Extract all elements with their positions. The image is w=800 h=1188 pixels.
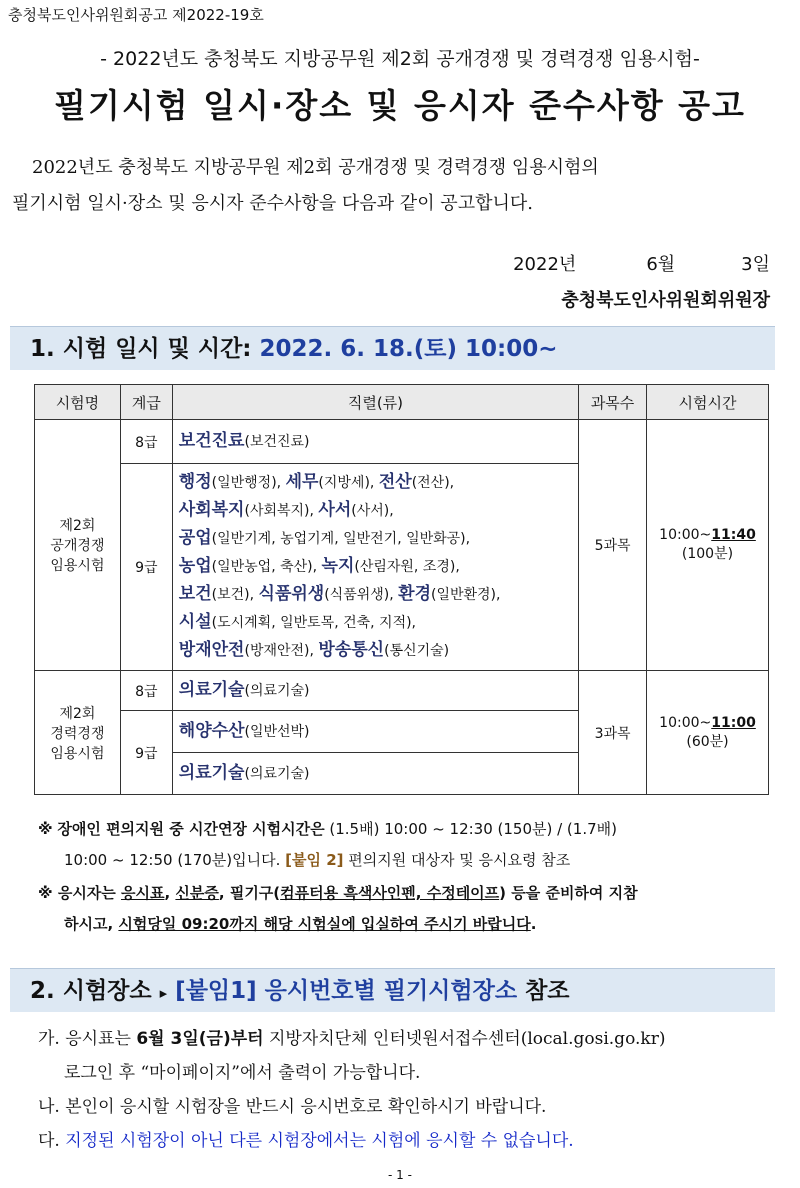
job-detail: (일반환경), — [431, 587, 501, 603]
section-1-label: 1. 시험 일시 및 시간: — [30, 336, 260, 362]
header-subject-count: 과목수 — [579, 385, 647, 420]
job-name: 의료기술 — [178, 762, 245, 783]
job-name: 방재안전 — [178, 640, 245, 660]
job-series-line — [179, 497, 574, 525]
job-name: 해양수산 — [178, 720, 245, 741]
job-detail: (일반기계, 농업기계, 일반전기, 일반화공), — [211, 531, 471, 547]
section-2-heading — [10, 968, 775, 1012]
list-item — [38, 1090, 778, 1124]
job-series-line — [179, 525, 574, 553]
header-exam-name: 시험명 — [35, 385, 121, 420]
grade-cell: 9급 — [120, 464, 172, 671]
exam-name-line: 임용시험 — [50, 558, 105, 574]
note-text: , 필기구( — [218, 884, 281, 902]
job-name: 보건진료 — [178, 430, 245, 451]
list-text: 본인이 응시할 시험장을 반드시 응시번호로 확인하시기 바랍니다. — [59, 1097, 547, 1117]
date-year: 2022년 — [513, 254, 577, 275]
exam-time-cell — [647, 420, 769, 671]
job-name: 방송통신 — [318, 640, 385, 660]
note-requirements — [38, 878, 773, 940]
document-subtitle: - 2022년도 충청북도 지방공무원 제2회 공개경쟁 및 경력경쟁 임용시험- — [100, 48, 700, 70]
job-name: 녹지 — [321, 556, 355, 576]
job-detail: (보건진료) — [244, 433, 310, 450]
note-mark: ※ — [38, 884, 53, 902]
list-text-highlight: 지정된 시험장이 아닌 다른 시험장에서는 시험에 응시할 수 없습니다. — [59, 1131, 574, 1151]
job-detail: (사서), — [351, 503, 394, 519]
job-detail: (일반선박) — [244, 723, 310, 740]
exam-name-line: 공개경쟁 — [50, 538, 105, 554]
section-2-label: 2. 시험장소 — [30, 978, 160, 1004]
announcement-date — [513, 250, 770, 276]
table-row — [35, 420, 769, 464]
job-name: 식품위생 — [258, 584, 325, 604]
job-name: 보건 — [178, 584, 212, 604]
job-series-line — [179, 469, 574, 497]
subject-count-cell: 3과목 — [579, 671, 647, 795]
exam-name-line: 임용시험 — [50, 745, 105, 762]
note-mark: ※ — [38, 820, 53, 838]
job-detail: (지방세), — [318, 475, 379, 491]
list-item-cont: 로그인 후 “마이페이지”에서 출력이 가능합니다. — [64, 1063, 421, 1083]
job-name: 농업 — [178, 556, 212, 576]
exam-name-cell — [35, 671, 121, 795]
note-underline: 시험당일 09:20까지 해당 시험실에 입실하여 주시기 바랍니다 — [118, 915, 531, 933]
job-detail: (도시계획, 일반토목, 건축, 지적), — [211, 615, 417, 631]
job-series-line — [179, 637, 574, 665]
attachment-link: [붙임1] 응시번호별 필기시험장소 — [167, 978, 518, 1004]
note-text: ) 등을 준비하여 지참 — [499, 884, 638, 902]
job-series-line — [179, 609, 574, 637]
list-marker: 가. — [38, 1029, 60, 1049]
subject-count-cell: 5과목 — [579, 420, 647, 671]
time-end: 11:00 — [711, 714, 756, 731]
grade-cell: 8급 — [120, 671, 172, 711]
time-start: 10:00~ — [659, 714, 712, 731]
notice-number: 충청북도인사위원회공고 제2022-19호 — [8, 6, 264, 24]
job-detail: (방재안전), — [244, 643, 319, 659]
document-title: 필기시험 일시·장소 및 응시자 준수사항 공고 — [54, 86, 746, 125]
arrow-icon: ▸ — [159, 984, 168, 1002]
note-underline: 컴퓨터용 흑색사인펜, 수정테이프 — [280, 884, 500, 902]
job-name: 세무 — [285, 472, 319, 492]
list-text: 응시표는 — [59, 1029, 137, 1049]
job-name: 사회복지 — [178, 500, 245, 520]
job-name: 사서 — [318, 500, 352, 520]
exam-schedule-table — [34, 384, 769, 795]
job-name: 의료기술 — [178, 679, 245, 700]
note-text: . — [530, 915, 537, 933]
list-marker: 다. — [38, 1131, 60, 1151]
time-start: 10:00~ — [659, 527, 712, 543]
job-detail: (의료기술) — [244, 765, 310, 782]
note-text: 10:00 ~ 12:50 (170분)입니다. — [64, 851, 286, 869]
job-series-cell — [172, 753, 578, 795]
job-detail: (산림자원, 조경), — [354, 559, 460, 575]
job-name: 행정 — [178, 472, 212, 492]
page-number: - 1 - — [388, 1168, 412, 1182]
note-accommodation — [38, 814, 773, 876]
note-text: 편의지원 대상자 및 응시요령 참조 — [343, 851, 571, 869]
date-day: 3일 — [741, 254, 770, 275]
job-detail: (일반행정), — [211, 475, 286, 491]
header-job-series: 직렬(류) — [172, 385, 578, 420]
exam-datetime: 2022. 6. 18.(토) 10:00~ — [259, 336, 558, 362]
time-duration: (100분) — [681, 546, 734, 562]
exam-name-line: 제2회 — [59, 705, 96, 722]
header-exam-time: 시험시간 — [647, 385, 769, 420]
grade-cell: 8급 — [120, 420, 172, 464]
time-end: 11:40 — [711, 527, 756, 543]
intro-line-2: 필기시험 일시·장소 및 응시자 준수사항을 다음과 같이 공고합니다. — [12, 193, 533, 214]
job-series-cell — [172, 420, 578, 464]
note-text: , — [164, 884, 176, 902]
section-2-list — [38, 1022, 778, 1158]
list-text: 지방자치단체 인터넷원서접수센터(local.gosi.go.kr) — [263, 1029, 666, 1049]
job-name: 환경 — [398, 584, 431, 604]
job-name: 시설 — [178, 612, 212, 632]
date-month: 6월 — [646, 254, 676, 275]
job-detail: (일반농업, 축산), — [211, 559, 322, 575]
job-series-line — [179, 553, 574, 581]
list-item — [38, 1022, 778, 1056]
note-text: (1.5배) 10:00 ~ 12:30 (150분) / (1.7배) — [324, 820, 617, 838]
list-marker: 나. — [38, 1097, 60, 1117]
note-text: 하시고, — [64, 915, 119, 933]
time-duration: (60분) — [686, 733, 729, 750]
grade-cell: 9급 — [120, 711, 172, 795]
exam-name-cell — [35, 420, 121, 671]
intro-line-1: 2022년도 충청북도 지방공무원 제2회 공개경쟁 및 경력경쟁 임용시험의 — [32, 157, 599, 178]
exam-time-cell — [647, 671, 769, 795]
table-header-row — [35, 385, 769, 420]
section-2-tail: 참조 — [517, 978, 570, 1004]
job-series-cell — [172, 464, 578, 671]
note-underline: 응시표 — [121, 884, 165, 902]
note-bold-text: 장애인 편의지원 중 시간연장 시험시간은 — [57, 820, 325, 838]
job-series-cell — [172, 711, 578, 753]
table-row — [35, 671, 769, 711]
list-item — [38, 1124, 778, 1158]
intro-paragraph — [12, 150, 788, 222]
exam-name-line: 경력경쟁 — [50, 725, 105, 742]
attachment-ref: [붙임 2] — [285, 851, 344, 869]
list-bold: 6월 3일(금)부터 — [136, 1029, 264, 1049]
job-detail: (식품위생), — [324, 587, 399, 603]
note-underline: 신분증 — [175, 884, 219, 902]
job-detail: (전산), — [411, 475, 455, 491]
header-grade: 계급 — [120, 385, 172, 420]
job-detail: (통신기술) — [384, 643, 450, 659]
job-series-line — [179, 581, 574, 609]
section-1-heading — [10, 326, 775, 370]
issuer-name: 충청북도인사위원회위원장 — [561, 290, 770, 311]
job-detail: (보건), — [211, 587, 259, 603]
note-text: 응시자는 — [57, 884, 122, 902]
job-name: 전산 — [378, 472, 412, 492]
job-name: 공업 — [178, 528, 212, 548]
exam-name-line: 제2회 — [59, 518, 96, 534]
job-detail: (의료기술) — [244, 682, 310, 699]
job-detail: (사회복지), — [244, 503, 319, 519]
job-series-cell — [172, 671, 578, 711]
